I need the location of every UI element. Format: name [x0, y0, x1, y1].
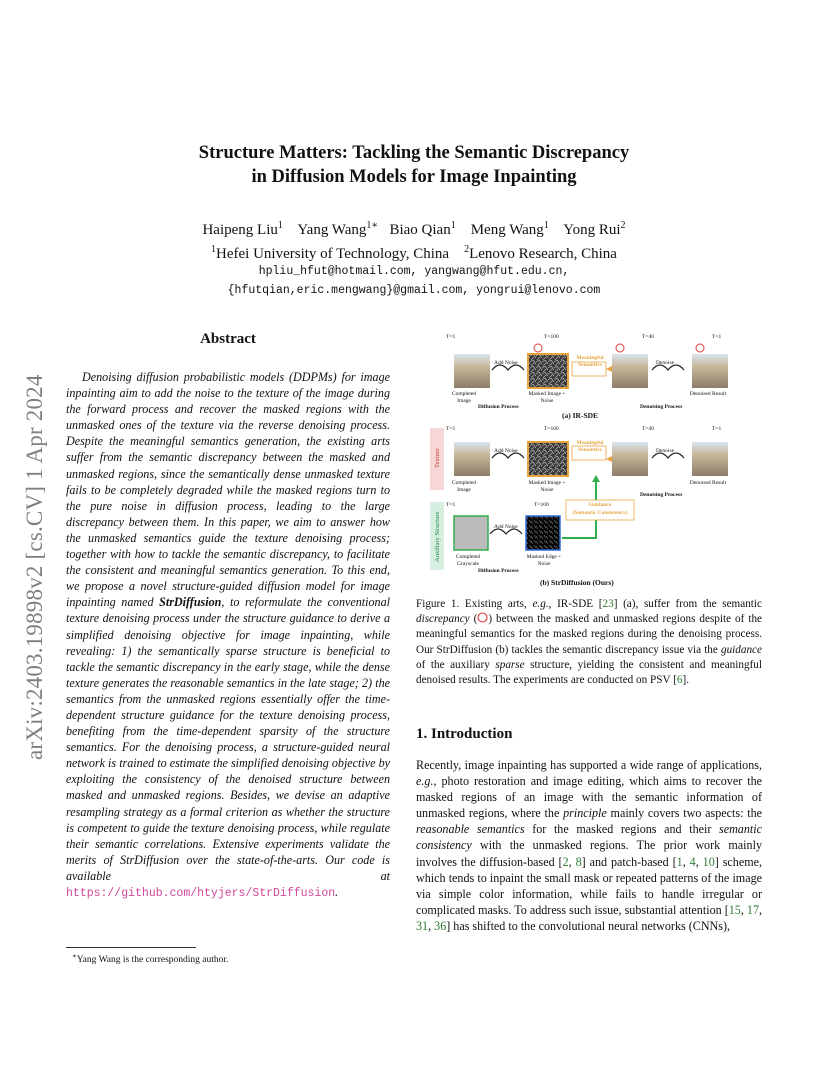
affil-mark: 1 — [211, 244, 217, 255]
arrow-head — [606, 456, 612, 462]
discrepancy-circle — [616, 344, 624, 352]
title-line-2: in Diffusion Models for Image Inpainting — [251, 167, 577, 187]
label-diffusion-process: Diffusion Process — [478, 568, 519, 574]
intro-text: ] has shifted to the convolutional neural networks (CNNs), — [446, 918, 731, 933]
label-t1: T=1 — [446, 334, 456, 340]
citation-link[interactable]: 15 — [728, 902, 741, 917]
citation-link[interactable]: 36 — [434, 918, 447, 933]
caption-text: ) between the masked and unmasked regions despite of the meaningful semantics for the masked regions during the denoising process. Our StrDiffusion (b) tackles the semantic discrepancy issue via the — [416, 613, 762, 656]
affil-mark: 1∗ — [366, 220, 379, 231]
intro-text: e.g. — [416, 774, 434, 789]
citation-link[interactable]: 4 — [689, 854, 696, 869]
author-name: Biao Qian — [389, 222, 451, 238]
completed-image-thumb — [454, 442, 490, 476]
introduction-body — [416, 757, 762, 934]
citation-link[interactable]: 23 — [602, 598, 614, 610]
intro-text: , — [695, 854, 703, 869]
affil-mark: 2 — [464, 244, 470, 255]
author-name: Haipeng Liu — [202, 222, 278, 238]
intro-text: , — [428, 918, 435, 933]
masked-noise-thumb — [528, 354, 568, 388]
intro-text: mainly covers two aspects: the — [606, 806, 763, 821]
figure-1-diagram — [416, 330, 762, 592]
subcaption-b: (b) StrDiffusion (Ours) — [540, 578, 614, 587]
affil-mark: 1 — [277, 220, 283, 231]
label-completed-grayscale: Completed Grayscale — [455, 554, 481, 567]
label-guidance: Guidance — [588, 502, 612, 508]
title-line-1: Structure Matters: Tackling the Semantic Discrepancy — [198, 143, 630, 163]
intro-text: , — [740, 902, 747, 917]
label-masked-edge-noise: Masked Edge + Noise — [526, 554, 562, 567]
affiliation-1: Hefei University of Technology, China — [216, 246, 450, 262]
abstract-text: Denoising diffusion probabilistic models (DDPMs) for image inpainting aim to add the noise to the texture of the image during the forward process and recover the masked regions with the unmasked ones of the texture via the reverse denoising process. Despite the meaningful semantics generation, the existing arts suffer from the semantic discrepancy between the masked and unmasked regions, since the semantically dense unmasked texture fails to be completely degraded while the masked regions turn to the pure noise in diffusion process, leading to the large discrepancy between them. In this paper, we aim to answer how the unmasked semantics guide the texture denoising process; together with how to tackle the semantic discrepancy, to facilitate the consistent and meaningful semantics generation. To this end, we propose a novel structure-guided diffusion model for image inpainting named — [66, 370, 390, 610]
arxiv-identifier: arXiv:2403.19898v2 [cs.CV] 1 Apr 2024 — [22, 374, 47, 760]
caption-text: e.g. — [532, 598, 549, 610]
label-masked-image-noise: Masked Image + Noise — [528, 391, 566, 404]
caption-text: of the auxiliary — [416, 658, 496, 671]
subcaption-a: (a) IR-SDE — [562, 411, 599, 420]
intro-text: , — [758, 902, 763, 917]
discrepancy-circle-icon — [477, 612, 488, 623]
label-completed-image: Completed Image — [451, 480, 477, 493]
footnote-rule — [66, 947, 196, 948]
affil-mark: 1 — [450, 220, 456, 231]
caption-text: , IR-SDE [ — [548, 598, 603, 610]
author-name: Yang Wang — [297, 222, 367, 238]
intro-text: principle — [563, 806, 607, 821]
caption-text: discrepancy — [416, 613, 470, 626]
author-name: Yong Rui — [563, 222, 621, 238]
intro-text: with the unmasked regions. The prior work mainly involves the diffusion-based [ — [416, 838, 762, 869]
caption-text: ]. — [682, 674, 690, 687]
label-denoised-result: Denoised Result — [689, 391, 727, 397]
author-block — [100, 216, 728, 264]
intro-text: Recently, image inpainting has supported a wide range of applications, — [416, 758, 762, 772]
masked-edge-thumb — [526, 516, 560, 550]
affil-mark: 2 — [620, 220, 626, 231]
affiliation-2: Lenovo Research, China — [469, 246, 617, 262]
intro-text: ] scheme, which tends to inpaint the small mask or repeated patterns of the image via simple color information, while fails to handle irregular or complicated masks. To address such issue, substantial attention [ — [416, 854, 763, 917]
label-t100: T=100 — [534, 502, 549, 508]
figure-caption — [416, 597, 762, 688]
caption-text: Figure 1. Existing arts, — [416, 598, 533, 610]
label-t100: T=100 — [544, 334, 559, 340]
denoise-step-thumb — [612, 442, 648, 476]
author-emails — [100, 262, 728, 300]
label-meaningful-semantics: Meaningful Semantics — [576, 440, 604, 453]
denoised-result-thumb — [692, 442, 728, 476]
completed-grayscale-thumb — [454, 516, 488, 550]
label-denoise: Denoise — [656, 448, 675, 454]
denoised-result-thumb — [692, 354, 728, 388]
citation-link[interactable]: 17 — [746, 902, 759, 917]
intro-text: , photo restoration and image editing, which aims to recover the masked regions of an image with the semantic information of unmasked regions, where the — [416, 774, 762, 821]
caption-text: ( — [469, 613, 478, 626]
masked-noise-thumb — [528, 442, 568, 476]
citation-link[interactable]: 2 — [562, 854, 569, 869]
arrow-head — [592, 475, 600, 482]
label-add-noise: Add Noise — [494, 448, 518, 454]
label-t1-end: T=1 — [712, 426, 722, 432]
label-t100: T=100 — [544, 426, 559, 432]
footnote-text: Yang Wang is the corresponding author. — [76, 955, 229, 966]
intro-text: , — [682, 854, 690, 869]
discrepancy-circle — [696, 344, 704, 352]
caption-text: sparse — [495, 658, 525, 671]
abstract-heading: Abstract — [200, 331, 256, 347]
label-auxiliary-structure: Auxiliary Structure — [434, 511, 441, 562]
label-completed-image: Completed Image — [451, 391, 477, 404]
email-line-2: {hfutqian,eric.mengwang}@gmail.com, yongrui@lenovo.com — [227, 284, 601, 297]
label-t1: T=1 — [446, 426, 456, 432]
figure-1 — [416, 330, 762, 592]
label-guidance-sub: (Semantic Consistency) — [572, 510, 628, 516]
intro-text: reasonable semantics — [416, 822, 525, 837]
label-denoised-result: Denoised Result — [689, 480, 727, 486]
intro-text: ] and patch-based [ — [581, 854, 677, 869]
label-t40: T=40 — [642, 334, 654, 340]
label-denoise: Denoise — [656, 360, 675, 366]
discrepancy-circle — [534, 344, 542, 352]
affil-mark: 1 — [543, 220, 549, 231]
label-diffusion-process: Diffusion Process — [478, 404, 519, 410]
denoise-step-thumb — [612, 354, 648, 388]
label-t40: T=40 — [642, 426, 654, 432]
model-name: StrDiffusion — [159, 595, 222, 610]
label-meaningful-semantics: Meaningful Semantics — [576, 355, 604, 368]
author-names — [100, 216, 728, 240]
section-heading-introduction: 1. Introduction — [416, 726, 513, 742]
label-add-noise: Add Noise — [494, 524, 518, 530]
label-t1: T=1 — [446, 502, 456, 508]
label-denoising-process: Denoising Process — [640, 404, 683, 410]
abstract-text: . — [335, 885, 339, 899]
paper-title — [100, 141, 728, 189]
citation-link[interactable]: 10 — [702, 854, 715, 869]
label-t1-end: T=1 — [712, 334, 722, 340]
email-line-1: hpliu_hfut@hotmail.com, yangwang@hfut.edu.cn, — [258, 265, 570, 278]
affiliations — [100, 240, 728, 264]
caption-text: ] (a), suffer from the semantic — [613, 598, 762, 610]
citation-link[interactable]: 6 — [676, 674, 683, 687]
abstract-body — [66, 369, 390, 902]
intro-text: semantic consistency — [416, 822, 762, 853]
label-masked-image-noise: Masked Image + Noise — [528, 480, 566, 493]
code-link[interactable]: https://github.com/htyjers/StrDiffusion — [66, 887, 336, 900]
completed-image-thumb — [454, 354, 490, 388]
caption-text: guidance — [720, 643, 762, 656]
author-name: Meng Wang — [470, 222, 544, 238]
caption-text: structure, yielding the consistent and meaningful denoised results. The experiments are conducted on PSV [ — [416, 658, 762, 687]
label-denoising-process: Denoising Process — [640, 492, 683, 498]
citation-link[interactable]: 1 — [676, 854, 683, 869]
citation-link[interactable]: 31 — [416, 918, 429, 933]
intro-text: for the masked regions and their — [524, 822, 719, 837]
citation-link[interactable]: 8 — [575, 854, 582, 869]
footnote-mark: ∗ — [72, 952, 77, 960]
footnote — [72, 952, 228, 965]
label-add-noise: Add Noise — [494, 360, 518, 366]
abstract-text: , to reformulate the conventional texture denoising process under the structure guidance to derive a simplified denoising objective for image inpainting, while revealing: 1) the semantically sparse structure is beneficial to tackle the semantic discrepancy in the early stage, while the dense texture generates the reasonable semantics in the late stage; 2) the semantics from the unmasked regions essentially offer the time-dependent structure guidance for the texture denoising process, benefiting from the time-dependent sparsity of the structure semantics. For the denoising process, a structure-guided neural network is trained to estimate the simplified denoising objective by exploiting the consistency of the denoised structure between masked and unmasked regions. Besides, we devise an adaptive resampling strategy as a formal criterion as whether the structure is competent to guide the texture denoising process, while regulate their semantic correlations. Extensive experiments validate the merits of StrDiffusion over the state-of-the-arts. Our code is available at — [66, 595, 391, 883]
label-texture: Texture — [434, 448, 441, 468]
intro-text: , — [568, 854, 576, 869]
